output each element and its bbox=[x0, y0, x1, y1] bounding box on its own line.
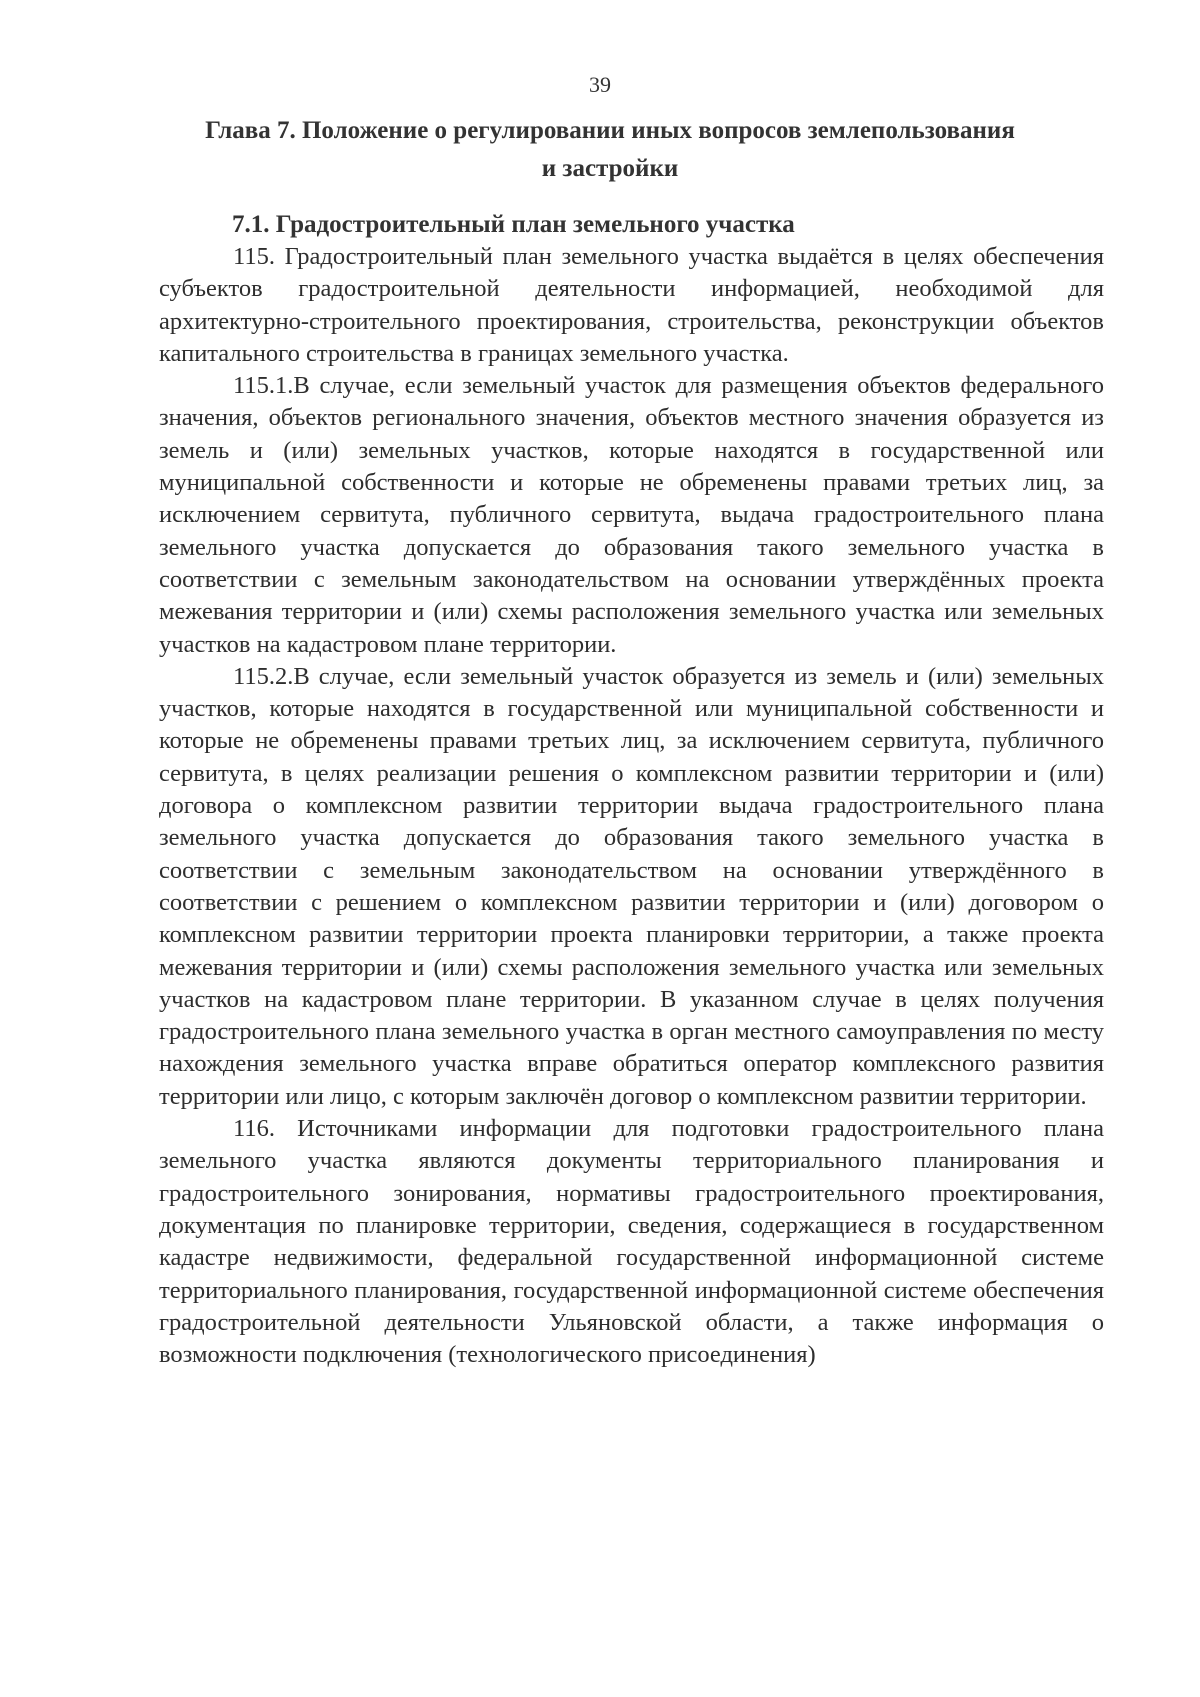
section-heading: 7.1. Градостроительный план земельного участка bbox=[232, 211, 795, 238]
page-number: 39 bbox=[589, 72, 611, 97]
paragraph-115-1: 115.1.В случае, если земельный участок для размещения объектов федерального значения, объектов регионального значения, объектов местного значения образуется из земель и (или) земельных участков, которые находятся в государственной или муниципальной собственности и которые не обременены правами третьих лиц, за исключением сервитута, публичного сервитута, выдача градостроительного плана земельного участка допускается до образования такого земельного участка в соответствии с земельным законодательством на основании утверждённых проекта межевания территории и (или) схемы расположения земельного участка или земельных участков на кадастровом плане территории. bbox=[159, 372, 1104, 658]
chapter-title bbox=[150, 112, 1070, 188]
body-text bbox=[159, 241, 1104, 1371]
chapter-title-line2: и застройки bbox=[541, 155, 679, 182]
chapter-title-line1: Глава 7. Положение о регулировании иных вопросов землепользования bbox=[205, 117, 1015, 144]
paragraph-115-2: 115.2.В случае, если земельный участок образуется из земель и (или) земельных участков, которые находятся в государственной или муниципальной собственности и которые не обременены правами третьих лиц, за исключением сервитута, публичного сервитута, в целях реализации решения о комплексном развитии территории и (или) договора о комплексном развитии территории выдача градостроительного плана земельного участка допускается до образования такого земельного участка в соответствии с земельным законодательством на основании утверждённого в соответствии с решением о комплексном развитии территории и (или) договором о комплексном развитии территории проекта планировки территории, а также проекта межевания территории и (или) схемы расположения земельного участка или земельных участков на кадастровом плане территории. В указанном случае в целях получения градостроительного плана земельного участка в орган местного самоуправления по месту нахождения земельного участка вправе обратиться оператор комплексного развития территории или лицо, с которым заключён договор о комплексном развитии территории. bbox=[159, 662, 1104, 1110]
paragraph-115: 115. Градостроительный план земельного участка выдаётся в целях обеспечения субъектов градостроительной деятельности информацией, необходимой для архитектурно-строительного проектирования, строительства, реконструкции объектов капитального строительства в границах земельного участка. bbox=[159, 243, 1104, 367]
paragraph-116: 116. Источниками информации для подготовки градостроительного плана земельного участка являются документы территориального планирования и градостроительного зонирования, нормативы градостроительного проектирования, документация по планировке территории, сведения, содержащиеся в государственном кадастре недвижимости, федеральной государственной информационной системе территориального планирования, государственной информационной системе обеспечения градостроительной деятельности Ульяновской области, а также информация о возможности подключения (технологического присоединения) bbox=[159, 1115, 1104, 1369]
